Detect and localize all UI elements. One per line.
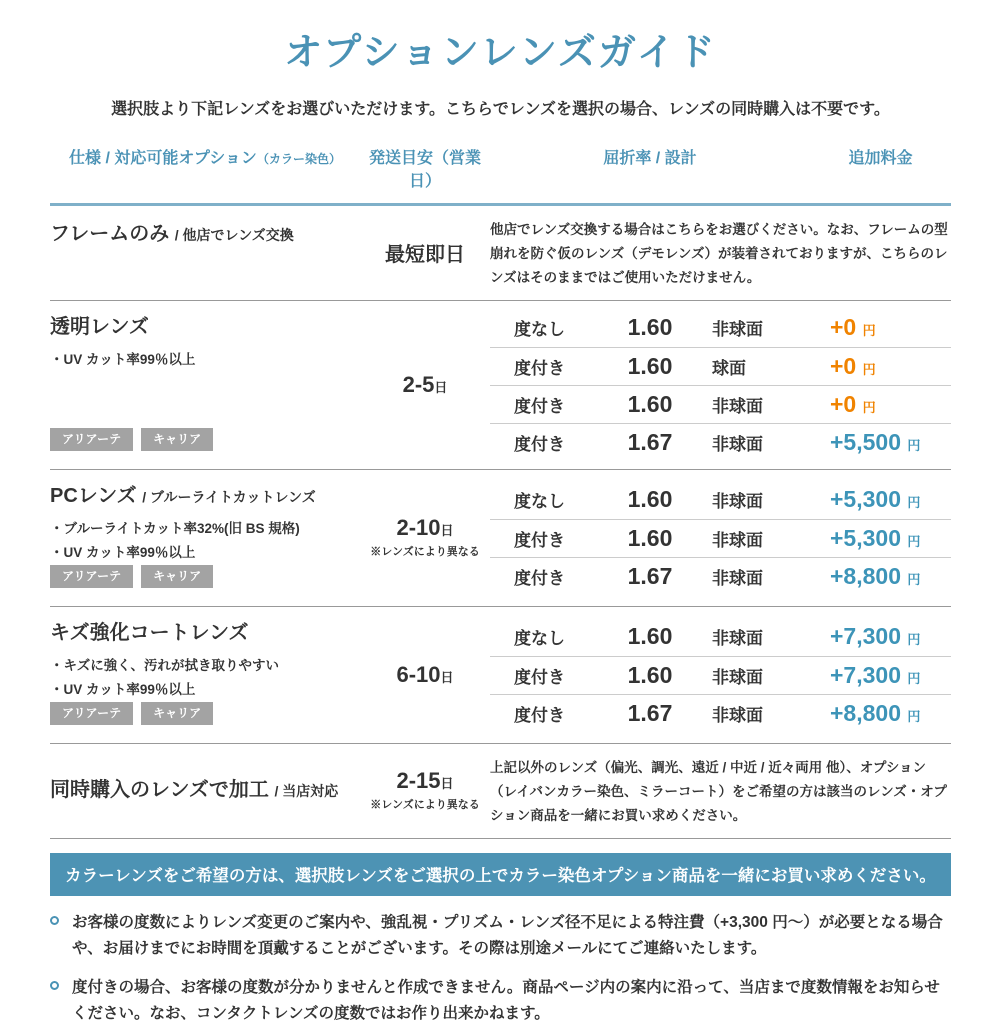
feature-item: ・ブルーライトカット率32%(旧 BS 規格) [50,520,300,536]
lens-design: 非球面 [712,629,763,649]
yen-unit: 円 [907,437,921,453]
shipping-value: 最短即日 [385,244,465,267]
option-row [490,385,951,423]
refractive-index: 1.67 [627,562,673,589]
refractive-index: 1.60 [627,390,673,417]
power-type: 度付き [514,434,565,454]
shipping-value: 2-5日 [402,371,448,397]
option-row [490,347,951,385]
shipping-note: ※レンズにより異なる [370,799,480,812]
option-row [490,618,951,656]
refractive-index: 1.67 [627,699,673,726]
feature-item: ・UV カット率99％以上 [50,682,196,698]
lens-design: 非球面 [712,492,763,512]
power-type: 度なし [514,320,565,340]
refractive-index: 1.60 [627,524,673,551]
badge-list [50,702,360,726]
footer-note-text: 度付きの場合、お客様の度数が分かりませんと作成できません。商品ページ内の案内に沿って、当店まで度数情報をお知らせください。なお、コンタクトレンズの度数ではお作り出来かねます。 [72,978,940,1022]
shipping-cell [360,615,490,735]
yen-unit: 円 [907,495,921,511]
price: +5,300 円 [830,524,921,551]
shipping-value: 6-10日 [396,661,454,687]
lens-design: 非球面 [712,530,763,550]
table-row-clear-lens [50,301,951,470]
yen-unit: 円 [907,632,921,648]
page-subtitle: 選択肢より下記レンズをお選びいただけます。こちらでレンズを選択の場合、レンズの同時購入は不要です。 [111,100,890,118]
header-refraction: 屈折率 / 設計 [603,149,697,167]
feature-list [50,517,360,566]
shipping-value: 2-10日 [396,515,454,541]
refractive-index: 1.60 [627,661,673,688]
yen-unit: 円 [907,571,921,587]
circle-bullet-icon [50,916,59,925]
option-row [490,309,951,347]
price: +8,800 円 [830,562,921,589]
row-title-suffix: / 当店対応 [274,782,339,799]
footer-note [50,975,951,1027]
shipping-unit: 日 [440,523,454,539]
table-row-simultaneous-purchase [50,744,951,839]
page-title: オプションレンズガイド [284,32,717,74]
price: +7,300 円 [830,623,921,650]
spec-cell [50,615,360,735]
badge-career: キャリア [141,565,213,587]
power-type: 度付き [514,530,565,550]
yen-unit: 円 [907,708,921,724]
option-list [490,615,951,735]
lens-design: 非球面 [712,320,763,340]
option-row [490,557,951,595]
feature-list [50,654,360,703]
price: +8,800 円 [830,699,921,726]
price: +0 円 [830,390,876,417]
row-title: 同時購入のレンズで加工 / 当店対応 [50,778,339,801]
yen-unit: 円 [907,670,921,686]
row-note-cell [490,754,951,828]
price: +0 円 [830,314,876,341]
price: +0 円 [830,352,876,379]
footer-note [50,910,951,962]
lens-design: 非球面 [712,705,763,725]
power-type: 度付き [514,705,565,725]
feature-list [50,348,360,372]
feature-item: ・UV カット率99％以上 [50,351,196,367]
lens-design: 非球面 [712,434,763,454]
row-title: フレームのみ / 他店でレンズ交換 [50,222,294,245]
table-header [50,145,951,203]
footer-notes [50,910,951,1027]
yen-unit: 円 [907,533,921,549]
badge-ariaate: アリアーテ [50,702,133,724]
header-shipping: 発送目安（営業日） [368,149,481,190]
badge-list [50,565,360,589]
table-row-scratch-coat-lens [50,607,951,744]
row-note: 上記以外のレンズ（偏光、調光、遠近 / 中近 / 近々両用 他）、オプション（レイバンカラー染色、ミラーコート）をご希望の方は該当のレンズ・オプション商品を一緒にお買い求めください。 [490,759,947,823]
feature-item: ・UV カット率99％以上 [50,545,196,561]
option-list [490,309,951,461]
yen-unit: 円 [862,361,876,377]
option-row [490,423,951,461]
power-type: 度なし [514,629,565,649]
spec-cell [50,216,360,290]
power-type: 度なし [514,492,565,512]
feature-item: ・キズに強く、汚れが拭き取りやすい [50,657,279,673]
price: +5,500 円 [830,428,921,455]
header-price: 追加料金 [848,149,913,167]
row-title: キズ強化コートレンズ [50,621,249,644]
yen-unit: 円 [862,399,876,415]
badge-ariaate: アリアーテ [50,428,133,450]
price: +7,300 円 [830,661,921,688]
shipping-cell [360,478,490,598]
option-row [490,481,951,519]
footer-note-text: お客様の度数によりレンズ変更のご案内や、強乱視・プリズム・レンズ径不足による特注費（+3,300 円〜）が必要となる場合や、お届けまでにお時間を頂戴することがございます。その際は別途メールにてご連絡いたします。 [72,913,943,957]
power-type: 度付き [514,667,565,687]
lens-design: 球面 [712,358,746,378]
refractive-index: 1.60 [627,352,673,379]
shipping-cell [360,754,490,828]
table-row-frame-only [50,206,951,301]
header-spec-small: （カラー染色） [256,151,341,166]
power-type: 度付き [514,396,565,416]
refractive-index: 1.60 [627,486,673,513]
power-type: 度付き [514,358,565,378]
badge-career: キャリア [141,428,213,450]
lens-design: 非球面 [712,396,763,416]
shipping-cell [360,309,490,461]
row-title-suffix: / 他店でレンズ交換 [174,226,294,243]
spec-cell [50,478,360,598]
circle-bullet-icon [50,981,59,990]
option-row [490,694,951,732]
shipping-unit: 日 [440,669,454,685]
refractive-index: 1.60 [627,314,673,341]
lens-design: 非球面 [712,568,763,588]
spec-cell [50,754,360,828]
shipping-unit: 日 [440,776,454,792]
shipping-unit: 日 [434,379,448,395]
badge-list [50,428,360,452]
header-spec: 仕様 / 対応可能オプション（カラー染色） [69,149,341,167]
spec-cell [50,309,360,461]
row-title: 透明レンズ [50,315,149,338]
color-lens-banner: カラーレンズをご希望の方は、選択肢レンズをご選択の上でカラー染色オプション商品を一緒にお買い求めください。 [50,853,951,896]
shipping-value: 2-15日 [396,768,454,794]
row-note-cell [490,216,951,290]
refractive-index: 1.67 [627,428,673,455]
row-note: 他店でレンズ交換する場合はこちらをお選びください。なお、フレームの型崩れを防ぐ仮のレンズ（デモレンズ）が装着されておりますが、こちらのレンズはそのままではご使用いただけません。 [490,221,948,285]
row-title-suffix: / ブルーライトカットレンズ [142,488,316,505]
option-row [490,519,951,557]
shipping-note: ※レンズにより異なる [370,546,480,559]
shipping-cell [360,216,490,290]
row-title: PCレンズ / ブルーライトカットレンズ [50,484,316,507]
lens-design: 非球面 [712,667,763,687]
price: +5,300 円 [830,486,921,513]
option-list [490,478,951,598]
option-row [490,656,951,694]
table-row-pc-lens [50,470,951,607]
badge-career: キャリア [141,702,213,724]
power-type: 度付き [514,568,565,588]
refractive-index: 1.60 [627,623,673,650]
yen-unit: 円 [862,323,876,339]
badge-ariaate: アリアーテ [50,565,133,587]
